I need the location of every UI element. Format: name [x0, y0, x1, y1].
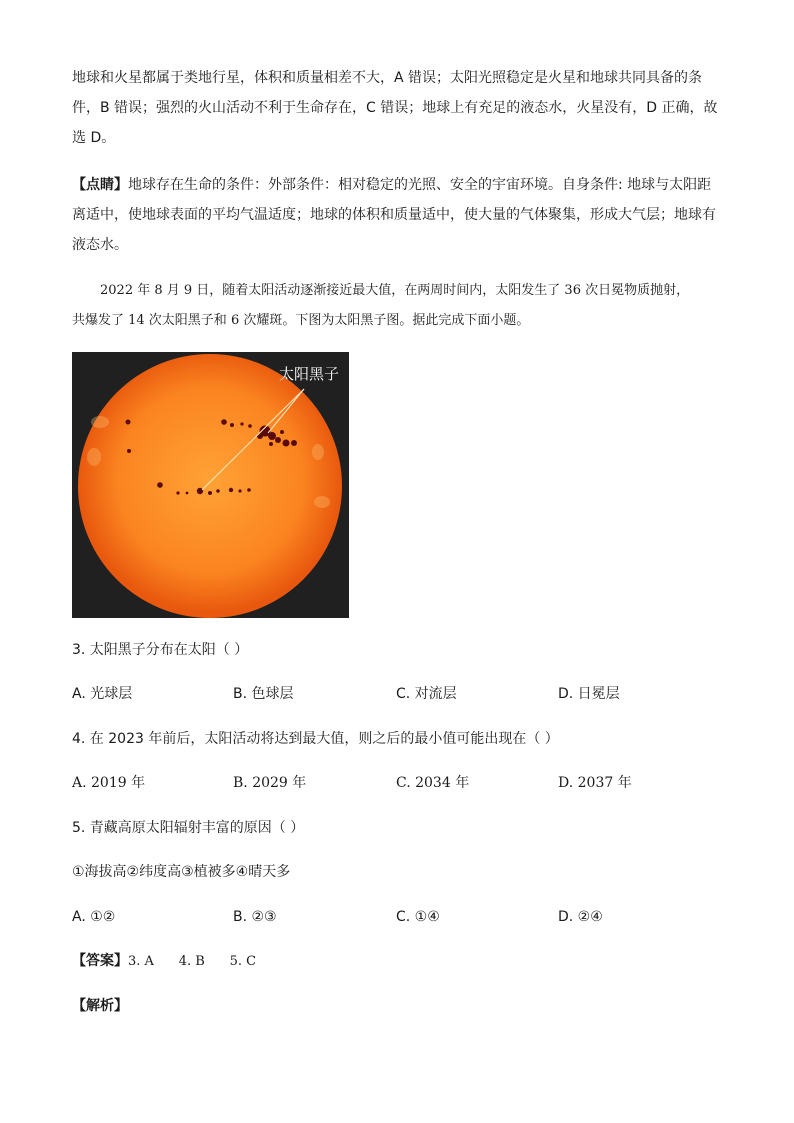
option-d[interactable]: D. 2037 年 [558, 775, 632, 791]
sunspot-figure [72, 352, 349, 618]
sun-image [72, 352, 349, 618]
question-4-options [0, 769, 794, 797]
question-5-stem: 5. 青藏高原太阳辐射丰富的原因（ ） [72, 820, 305, 836]
analysis-heading [72, 992, 722, 1020]
question-5-options [0, 903, 794, 931]
option-d[interactable]: D. 日冕层 [558, 686, 620, 702]
question-3-options [0, 680, 794, 708]
material-line: 2022 年 8 月 9 日，随着太阳活动逐渐接近最大值，在两周时间内，太阳发生了 36 次日冕物质抛射， [100, 283, 690, 298]
explanation-line: 选 D。 [72, 130, 116, 146]
tip-line: 液态水。 [72, 237, 128, 253]
material-line: 共爆发了 14 次太阳黑子和 6 次耀斑。下图为太阳黑子图。据此完成下面小题。 [72, 313, 530, 328]
question-5-statements: ①海拔高②纬度高③植被多④晴天多 [72, 864, 291, 880]
sunspot-label: 太阳黑子 [279, 365, 340, 383]
tip-line: 离适中，使地球表面的平均气温适度；地球的体积和质量适中，使大量的气体聚集，形成大气层；地球有 [72, 207, 716, 223]
explanation-line: 地球和火星都属于类地行星，体积和质量相差不大，A 错误；太阳光照稳定是火星和地球共同具备的条 [72, 70, 703, 86]
analysis-tag: 【解析】 [72, 998, 128, 1014]
tip-line [72, 171, 722, 199]
option-c[interactable]: C. 2034 年 [396, 775, 470, 791]
question-3-stem: 3. 太阳黑子分布在太阳（ ） [72, 642, 249, 658]
option-d[interactable]: D. ②④ [558, 909, 603, 925]
answer-tag: 【答案】 [72, 953, 128, 969]
sun-disk [78, 354, 342, 618]
option-b[interactable]: B. 色球层 [233, 686, 294, 702]
answer-text: 3. A 4. B 5. C [128, 954, 257, 969]
option-b[interactable]: B. ②③ [233, 909, 277, 925]
option-b[interactable]: B. 2029 年 [233, 775, 307, 791]
option-a[interactable]: A. 光球层 [72, 686, 133, 702]
option-a[interactable]: A. 2019 年 [72, 775, 146, 791]
answer-line [72, 947, 722, 976]
explanation-line: 件，B 错误；强烈的火山活动不利于生命存在，C 错误；地球上有充足的液态水，火星没有，D 正确，故 [72, 100, 718, 116]
option-a[interactable]: A. ①② [72, 909, 116, 925]
tip-text: 地球存在生命的条件：外部条件：相对稳定的光照、安全的宇宙环境。自身条件: 地球与太阳距 [128, 177, 712, 193]
question-4-stem: 4. 在 2023 年前后，太阳活动将达到最大值，则之后的最小值可能出现在（ ） [72, 731, 559, 747]
tip-tag: 【点睛】 [72, 177, 128, 193]
option-c[interactable]: C. ①④ [396, 909, 440, 925]
option-c[interactable]: C. 对流层 [396, 686, 457, 702]
